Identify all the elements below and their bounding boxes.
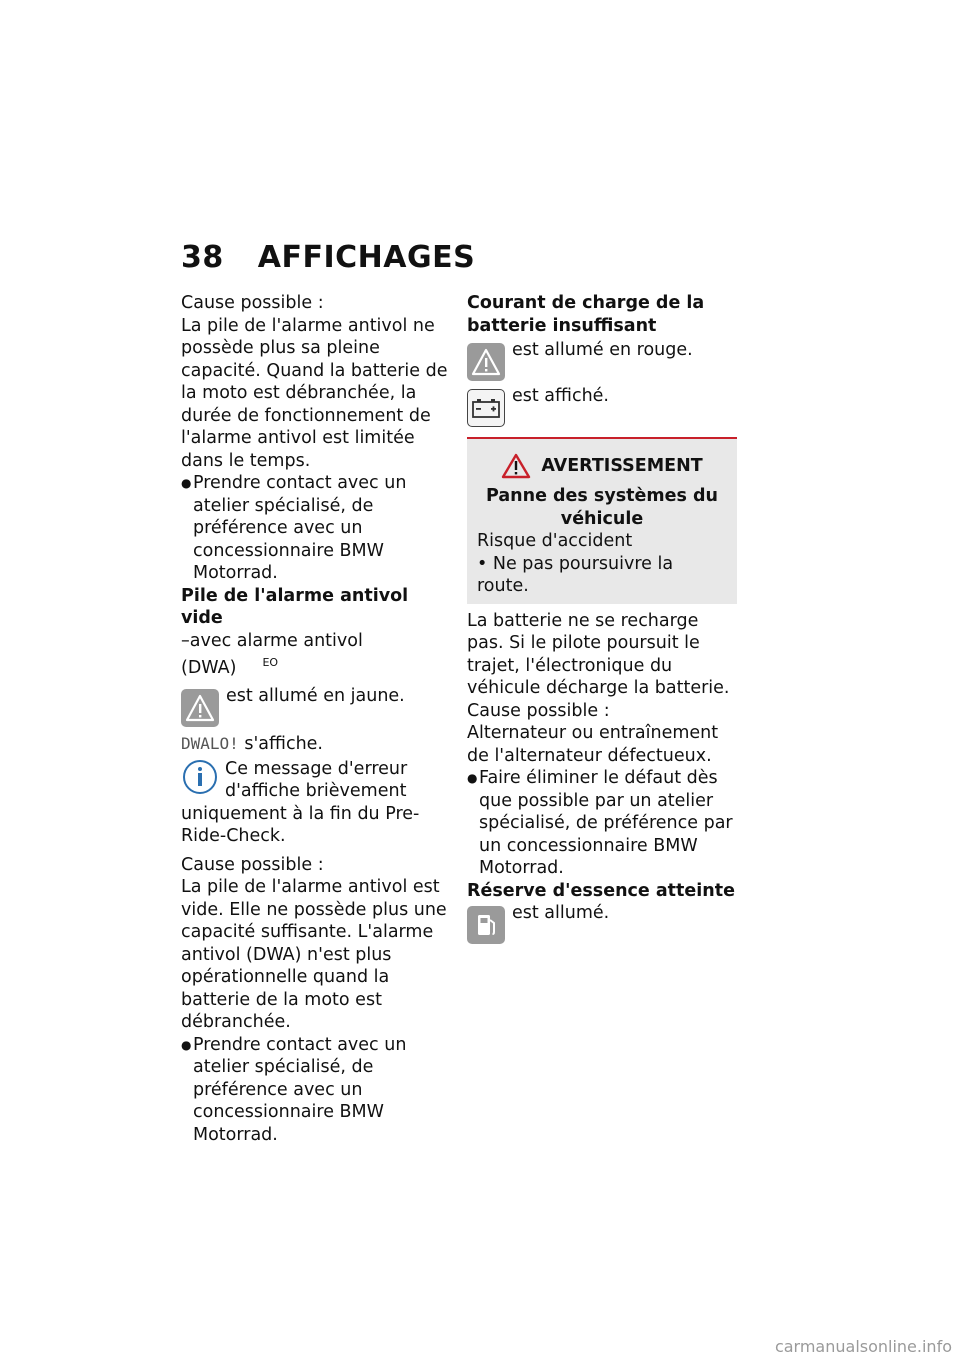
info-note	[181, 758, 451, 848]
list-item: ● Faire éliminer le défaut dès que possible par un atelier spécialisé, de préférence par un concessionnaire BMW Motorrad.	[467, 768, 733, 878]
warning-bullet: • Ne pas poursuivre la route.	[477, 553, 674, 596]
lamp-row	[181, 685, 451, 727]
edition-mark: EO	[262, 656, 279, 669]
battery-row	[467, 385, 739, 427]
fuel-text: est allumé.	[512, 903, 610, 923]
warning-title: AVERTISSEMENT	[477, 453, 727, 479]
watermark: carmanualsonline.info	[774, 1337, 952, 1356]
list-item: ● Prendre contact avec un atelier spécialisé, de préférence avec un concessionnaire BMW Motorrad.	[181, 1034, 407, 1145]
lamp-text: est allumé en jaune.	[226, 686, 405, 707]
warning-subtitle: Panne des systèmes du véhicule	[485, 486, 719, 529]
fuel-pump-icon	[467, 906, 505, 944]
lamp-row	[467, 339, 739, 381]
lamp-text: est allumé en rouge.	[512, 340, 693, 360]
warning-lamp-icon	[181, 689, 219, 727]
display-text: s'affiche.	[244, 734, 323, 755]
cause-text: La pile de l'alarme antivol est vide. Elle ne possède plus une capacité suffisante. L'alarme antivol (DWA) n'est plus opérationnelle quand la batterie de la moto est débranchée.	[181, 877, 447, 1033]
display-code: DWALO!	[181, 734, 239, 754]
left-column	[181, 292, 451, 1146]
bullet-dot-icon: ●	[181, 1037, 192, 1052]
bullet-dot-icon: ●	[181, 476, 192, 490]
right-column	[467, 292, 739, 944]
section-title: Réserve d'essence atteinte	[467, 880, 735, 901]
page-number: 38	[181, 240, 224, 275]
warning-box	[467, 437, 737, 604]
body-text: La batterie ne se recharge pas. Si le pilote poursuit le trajet, l'électronique du véhicule décharge la batterie.	[467, 610, 730, 698]
cause-text: Alternateur ou entraînement de l'alternateur défectueux.	[467, 723, 719, 766]
warning-lamp-icon	[467, 343, 505, 381]
fuel-row	[467, 902, 739, 944]
cause-text: La pile de l'alarme antivol ne possède plus sa pleine capacité. Quand la batterie de la moto est débranchée, la durée de fonctionnement de l'alarme antivol est limitée dans le temps.	[181, 315, 448, 471]
section-subtitle: –avec alarme antivol (DWA) $^{EO}$	[181, 630, 363, 678]
bullet-dot-icon: ●	[467, 771, 478, 785]
section-title: Pile de l'alarme antivol vide	[181, 585, 409, 628]
cause-label: Cause possible :	[181, 854, 324, 875]
list-item: ● Prendre contact avec un atelier spécialisé, de préférence avec un concessionnaire BMW Motorrad.	[181, 473, 407, 583]
display-row	[181, 733, 451, 756]
warning-risk: Risque d'accident	[477, 531, 633, 551]
info-icon	[181, 758, 219, 796]
page-header	[181, 240, 475, 275]
battery-icon	[467, 389, 505, 427]
cause-label: Cause possible :	[467, 700, 610, 721]
warning-triangle-icon	[501, 453, 531, 479]
page-title: AFFICHAGES	[257, 240, 476, 275]
cause-label: Cause possible :	[181, 293, 324, 313]
battery-text: est affiché.	[512, 386, 609, 406]
section-title: Courant de charge de la batterie insuffisant	[467, 293, 705, 336]
info-text: Ce message d'erreur d'affiche brièvement uniquement à la fin du Pre-Ride-Check.	[181, 758, 420, 847]
